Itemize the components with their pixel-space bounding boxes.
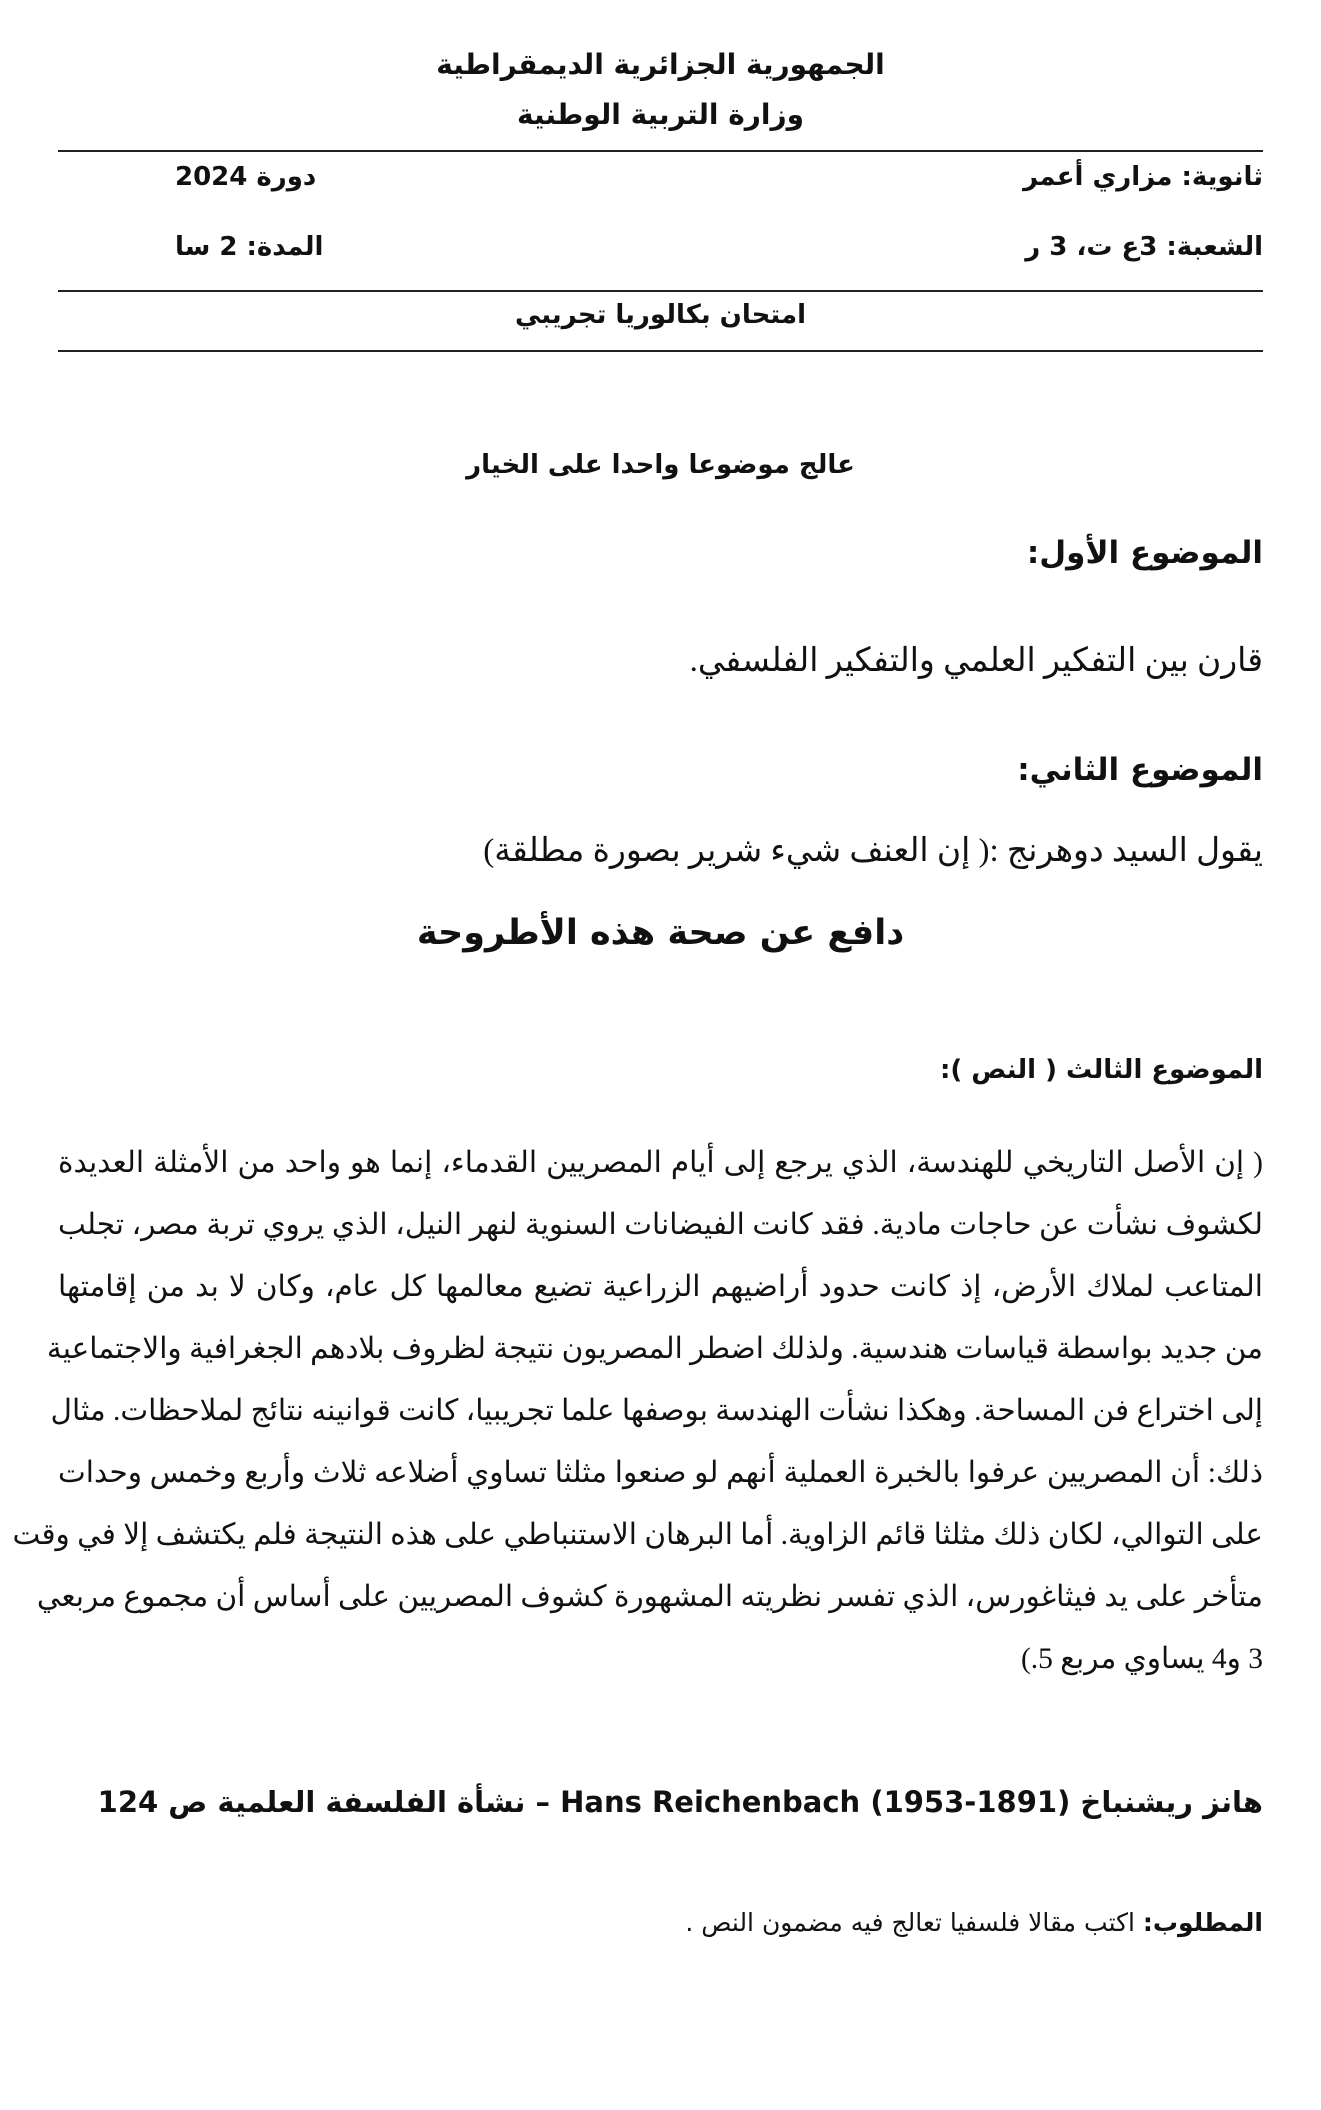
passage-line: ذلك: أن المصريين عرفوا بالخبرة العملية أنهم لو صنعوا مثلثا تساوي أضلاعه ثلاث وأربع وخمس وحدات [58, 1457, 1263, 1489]
general-instruction: عالج موضوعا واحدا على الخيار [466, 450, 855, 480]
passage-line: ( إن الأصل التاريخي للهندسة، الذي يرجع إلى أيام المصريين القدماء، إنما هو واحد من الأمثلة العديدة [58, 1147, 1263, 1179]
passage-source: هانز ريشنباخ (1891-1953) Hans Reichenbach – نشأة الفلسفة العلمية ص 124 [97, 1785, 1263, 1819]
subject2-quote: يقول السيد دوهرنج :( إن العنف شيء شرير بصورة مطلقة) [483, 833, 1263, 869]
required-task [685, 1908, 1263, 1937]
passage-line: متأخر على يد فيثاغورس، الذي تفسر نظريته المشهورة كشوف المصريين على أساس أن مجموع مربعي [36, 1581, 1263, 1613]
exam-duration: المدة: 2 سا [175, 232, 324, 262]
subject2-title: الموضوع الثاني: [1017, 752, 1263, 788]
passage-line: على التوالي، لكان ذلك مثلثا قائم الزاوية. أما البرهان الاستنباطي على هذه النتيجة فلم يكتشف إلا في وقت [12, 1519, 1263, 1551]
country-header: الجمهورية الجزائرية الديمقراطية [436, 48, 885, 81]
school-name: ثانوية: مزاري أعمر [1023, 162, 1263, 192]
passage-line: لكشوف نشأت عن حاجات مادية. فقد كانت الفيضانات السنوية لنهر النيل، الذي يروي تربة مصر، تجلب [58, 1209, 1263, 1241]
passage-line: إلى اختراع فن المساحة. وهكذا نشأت الهندسة بوصفها علما تجريبيا، كانت قوانينه نتائج لملاحظات. مثال [50, 1395, 1263, 1427]
required-text: اكتب مقالا فلسفيا تعالج فيه مضمون النص . [685, 1908, 1135, 1937]
subject2-thesis: دافع عن صحة هذه الأطروحة [416, 913, 905, 953]
exam-session: دورة 2024 [175, 162, 317, 192]
header-divider-top [58, 150, 1263, 152]
passage-line: من جديد بواسطة قياسات هندسية. ولذلك اضطر المصريون نتيجة لظروف بلادهم الجغرافية والاجتماعية [46, 1333, 1263, 1365]
subject1-question: قارن بين التفكير العلمي والتفكير الفلسفي. [689, 643, 1263, 679]
required-label: المطلوب: [1142, 1908, 1263, 1937]
subject1-title: الموضوع الأول: [1026, 535, 1263, 571]
ministry-header: وزارة التربية الوطنية [516, 98, 805, 131]
passage-line: المتاعب لملاك الأرض، إذ كانت حدود أراضيهم الزراعية تضيع معالمها كل عام، وكان لا بد من إقامتها [58, 1271, 1263, 1303]
exam-title: امتحان بكالوريا تجريبي [515, 300, 806, 330]
header-divider-bottom [58, 350, 1263, 352]
branch-info: الشعبة: 3ع ت، 3 ر [1025, 232, 1263, 262]
subject3-passage [12, 1132, 1263, 1690]
header-divider-middle [58, 290, 1263, 292]
passage-line: 3 و4 يساوي مربع 5.) [1020, 1643, 1263, 1675]
subject3-title: الموضوع الثالث ( النص ): [939, 1055, 1263, 1085]
